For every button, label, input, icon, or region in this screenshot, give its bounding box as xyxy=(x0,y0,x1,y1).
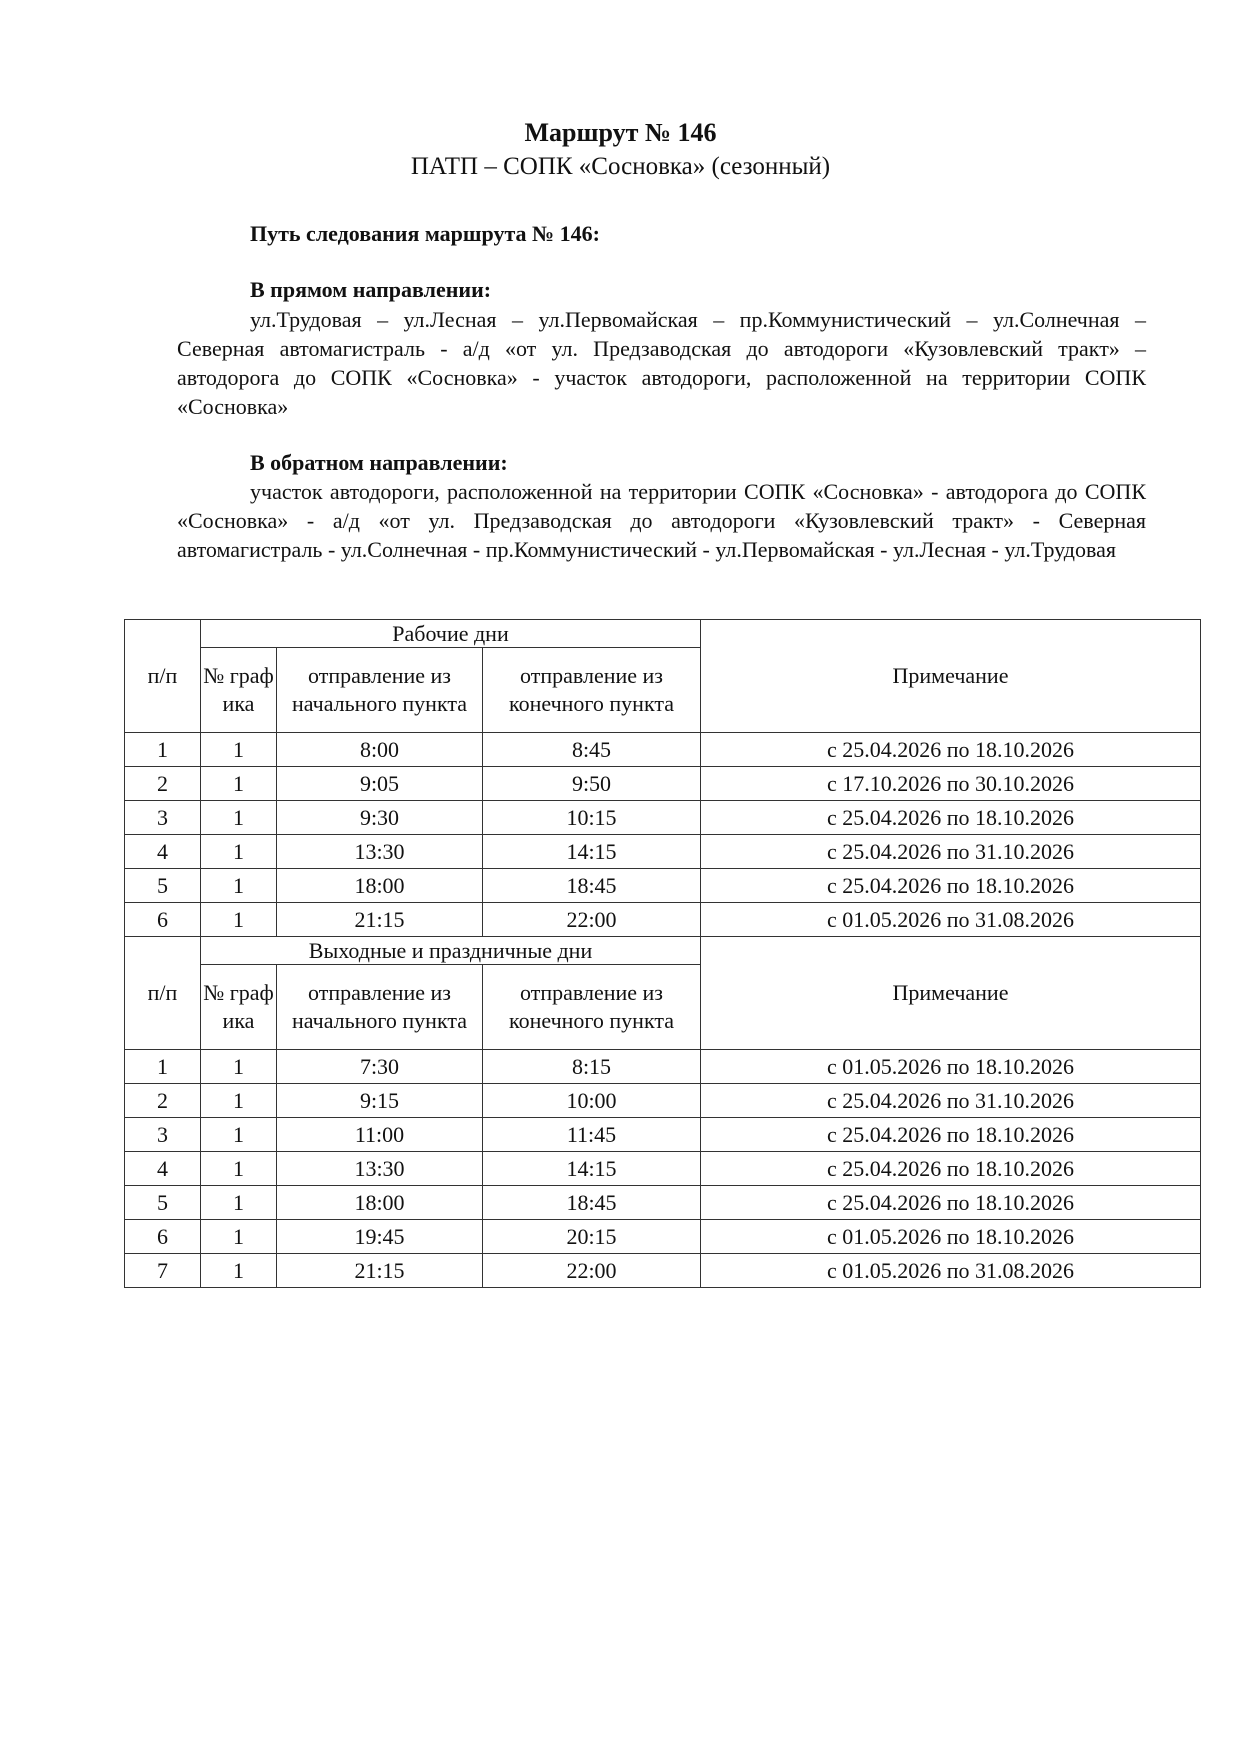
note-cell: с 25.04.2026 по 18.10.2026 xyxy=(701,1186,1201,1220)
pp-header: п/п xyxy=(125,620,201,733)
row-number-cell: 3 xyxy=(125,1118,201,1152)
note-cell: с 25.04.2026 по 18.10.2026 xyxy=(701,801,1201,835)
row-number-cell: 6 xyxy=(125,1220,201,1254)
depart-start-cell: 21:15 xyxy=(277,1254,483,1288)
table-row xyxy=(125,1186,1201,1220)
table-row xyxy=(125,1254,1201,1288)
table-row xyxy=(125,1084,1201,1118)
schedule-number-cell: 1 xyxy=(201,1118,277,1152)
row-number-cell: 4 xyxy=(125,1152,201,1186)
schedule-number-cell: 1 xyxy=(201,801,277,835)
schedule-number-cell: 1 xyxy=(201,1254,277,1288)
note-cell: с 25.04.2026 по 18.10.2026 xyxy=(701,869,1201,903)
depart-end-cell: 14:15 xyxy=(483,1152,701,1186)
table-row xyxy=(125,1152,1201,1186)
depart-start-cell: 8:00 xyxy=(277,733,483,767)
depart-end-cell: 8:15 xyxy=(483,1050,701,1084)
schedule-no-header: № граф ика xyxy=(201,648,277,733)
note-header: Примечание xyxy=(701,620,1201,733)
depart-start-cell: 13:30 xyxy=(277,1152,483,1186)
note-cell: с 25.04.2026 по 31.10.2026 xyxy=(701,835,1201,869)
table-row xyxy=(125,835,1201,869)
forward-heading: В прямом направлении: xyxy=(250,277,492,302)
table-row xyxy=(125,801,1201,835)
depart-start-cell: 19:45 xyxy=(277,1220,483,1254)
weekends-header-row xyxy=(125,937,1201,965)
page-title: Маршрут № 146 xyxy=(524,118,717,147)
depart-end-header: отправление из конечного пункта xyxy=(483,965,701,1050)
row-number-cell: 2 xyxy=(125,1084,201,1118)
table-row xyxy=(125,903,1201,937)
schedule-number-cell: 1 xyxy=(201,767,277,801)
pp-header: п/п xyxy=(125,937,201,1050)
schedule-number-cell: 1 xyxy=(201,1050,277,1084)
depart-end-cell: 22:00 xyxy=(483,903,701,937)
depart-end-cell: 18:45 xyxy=(483,869,701,903)
note-cell: с 01.05.2026 по 31.08.2026 xyxy=(701,903,1201,937)
row-number-cell: 1 xyxy=(125,733,201,767)
note-cell: с 25.04.2026 по 18.10.2026 xyxy=(701,1152,1201,1186)
note-cell: с 01.05.2026 по 31.08.2026 xyxy=(701,1254,1201,1288)
row-number-cell: 5 xyxy=(125,869,201,903)
note-cell: с 01.05.2026 по 18.10.2026 xyxy=(701,1220,1201,1254)
row-number-cell: 7 xyxy=(125,1254,201,1288)
forward-text: ул.Трудовая – ул.Лесная – ул.Первомайская – пр.Коммунистический – ул.Солнечная – Северная автомагистраль - а/д «от ул. Предзаводская до автодороги «Кузовлевский тракт» – автодорога до СОПК «Сосновка» - участок автодороги, расположенной на территории СОПК «Сосновка» xyxy=(177,307,1146,419)
depart-start-cell: 9:05 xyxy=(277,767,483,801)
depart-start-header: отправление из начального пункта xyxy=(277,648,483,733)
depart-start-cell: 18:00 xyxy=(277,1186,483,1220)
depart-end-cell: 10:15 xyxy=(483,801,701,835)
weekends-label: Выходные и праздничные дни xyxy=(201,937,701,965)
note-cell: с 17.10.2026 по 30.10.2026 xyxy=(701,767,1201,801)
depart-start-cell: 9:30 xyxy=(277,801,483,835)
row-number-cell: 6 xyxy=(125,903,201,937)
depart-start-header: отправление из начального пункта xyxy=(277,965,483,1050)
table-row xyxy=(125,1220,1201,1254)
schedule-number-cell: 1 xyxy=(201,1186,277,1220)
depart-start-cell: 21:15 xyxy=(277,903,483,937)
note-cell: с 25.04.2026 по 31.10.2026 xyxy=(701,1084,1201,1118)
schedule-number-cell: 1 xyxy=(201,1152,277,1186)
row-number-cell: 4 xyxy=(125,835,201,869)
depart-end-cell: 8:45 xyxy=(483,733,701,767)
reverse-heading: В обратном направлении: xyxy=(250,450,508,475)
depart-end-cell: 22:00 xyxy=(483,1254,701,1288)
row-number-cell: 2 xyxy=(125,767,201,801)
schedule-number-cell: 1 xyxy=(201,1220,277,1254)
workdays-label: Рабочие дни xyxy=(201,620,701,648)
table-row xyxy=(125,1118,1201,1152)
schedule-body xyxy=(125,620,1201,1288)
page-subtitle: ПАТП – СОПК «Сосновка» (сезонный) xyxy=(410,153,831,180)
schedule-number-cell: 1 xyxy=(201,733,277,767)
depart-end-cell: 10:00 xyxy=(483,1084,701,1118)
table-row xyxy=(125,733,1201,767)
schedule-number-cell: 1 xyxy=(201,1084,277,1118)
row-number-cell: 3 xyxy=(125,801,201,835)
schedule-table xyxy=(124,619,1201,1288)
workdays-header-row xyxy=(125,620,1201,648)
depart-end-cell: 14:15 xyxy=(483,835,701,869)
note-cell: с 01.05.2026 по 18.10.2026 xyxy=(701,1050,1201,1084)
depart-end-cell: 11:45 xyxy=(483,1118,701,1152)
schedule-number-cell: 1 xyxy=(201,869,277,903)
table-row xyxy=(125,1050,1201,1084)
note-cell: с 25.04.2026 по 18.10.2026 xyxy=(701,1118,1201,1152)
table-row xyxy=(125,767,1201,801)
schedule-number-cell: 1 xyxy=(201,903,277,937)
depart-end-cell: 20:15 xyxy=(483,1220,701,1254)
row-number-cell: 1 xyxy=(125,1050,201,1084)
depart-start-cell: 13:30 xyxy=(277,835,483,869)
depart-end-header: отправление из конечного пункта xyxy=(483,648,701,733)
reverse-text: участок автодороги, расположенной на территории СОПК «Сосновка» - автодорога до СОПК «Сосновка» - а/д «от ул. Предзаводская до автодороги «Кузовлевский тракт» - Северная автомагистраль - ул.Солнечная - пр.Коммунистический - ул.Первомайская - ул.Лесная - ул.Трудовая xyxy=(177,479,1146,562)
schedule-number-cell: 1 xyxy=(201,835,277,869)
row-number-cell: 5 xyxy=(125,1186,201,1220)
depart-end-cell: 18:45 xyxy=(483,1186,701,1220)
schedule-no-header: № граф ика xyxy=(201,965,277,1050)
depart-end-cell: 9:50 xyxy=(483,767,701,801)
table-row xyxy=(125,869,1201,903)
route-heading: Путь следования маршрута № 146: xyxy=(250,221,600,246)
depart-start-cell: 9:15 xyxy=(277,1084,483,1118)
depart-start-cell: 7:30 xyxy=(277,1050,483,1084)
note-header: Примечание xyxy=(701,937,1201,1050)
note-cell: с 25.04.2026 по 18.10.2026 xyxy=(701,733,1201,767)
depart-start-cell: 18:00 xyxy=(277,869,483,903)
depart-start-cell: 11:00 xyxy=(277,1118,483,1152)
